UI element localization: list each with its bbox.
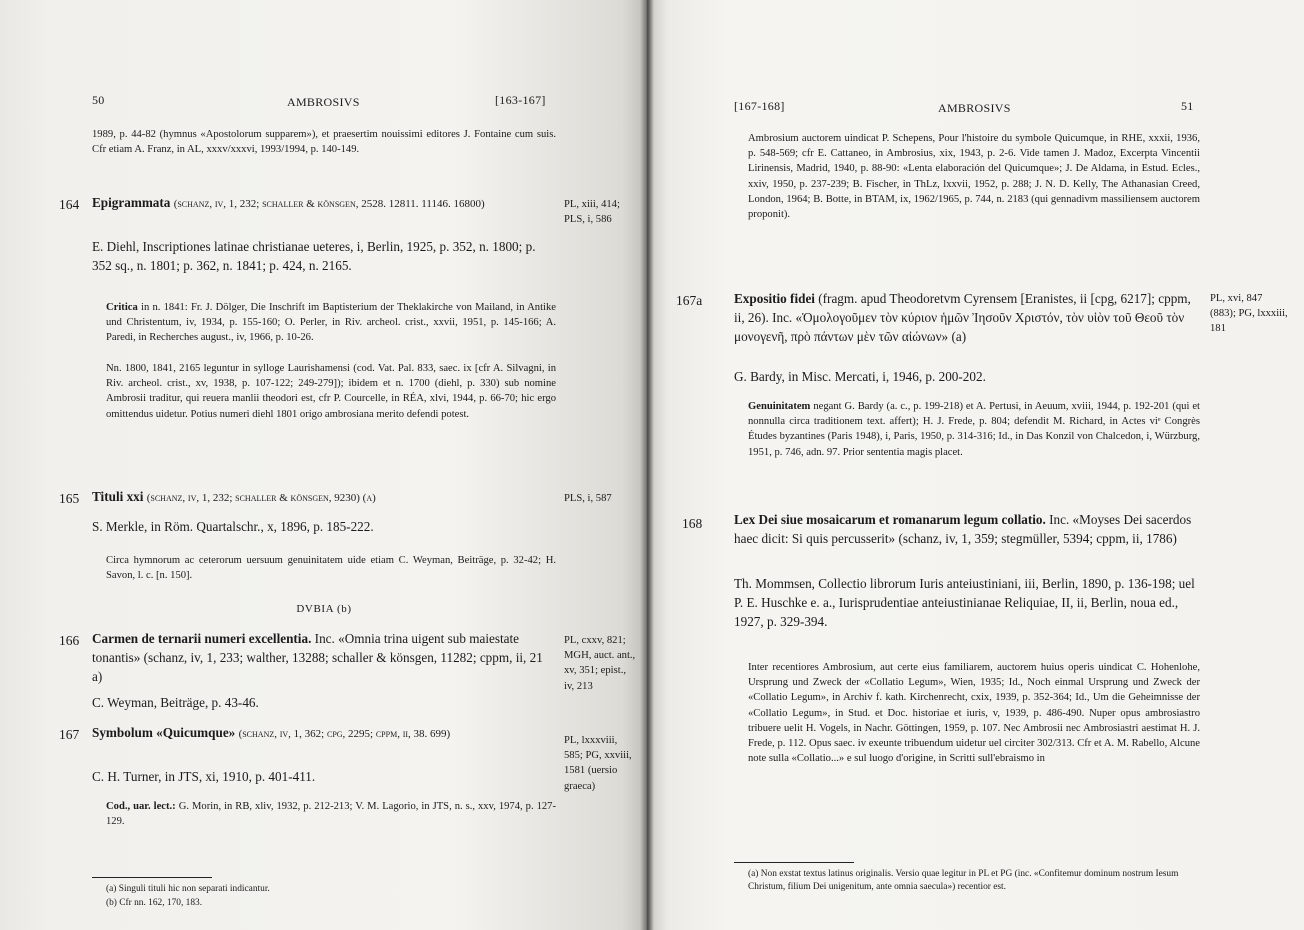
entry-note: Nn. 1800, 1841, 2165 leguntur in sylloge Laurishamensi (cod. Vat. Pal. 833, saec. ix [cfr A. Silvagni, in Riv. archeol. crist., xv, 1938, p. 107-122; 249-279]); ibidem et n. 1700 (diehl, p. 330) sub nomine Ambrosii traditur, qui reuera manlii theodori est, cfr P. Courcelle, in RÉA, xlvi, 1944, p. 66-70; hic ergo omittendus uidetur. Potius numeri diehl 1801 origo ambrosiana merito defendi potest. [106, 363, 556, 420]
entry-title: Epigrammata [92, 195, 171, 210]
entry-edition: E. Diehl, Inscriptiones latinae christianae ueteres, i, Berlin, 1925, p. 352, n. 1800; p. 352 sq., n. 1801; p. 362, n. 1841; p. 424, n. 2165. [92, 239, 536, 273]
entry-edition: G. Bardy, in Misc. Mercati, i, 1946, p. 200-202. [734, 369, 986, 384]
page-number: 50 [92, 93, 105, 107]
entry-title: Symbolum «Quicumque» [92, 725, 236, 740]
entry-heading [92, 487, 556, 508]
margin-note: PL, lxxxviii, 585; PG, xxviii, 1581 (uersio graeca) [564, 735, 632, 792]
entry-title: Tituli xxi [92, 489, 144, 504]
entry-refs: (schanz, iv, 1, 362; cpg, 2295; cppm, ii, 38. 699) [238, 728, 451, 740]
entry-refs: (schanz, iv, 1, 232; schaller & könsgen, 9230) (a) [146, 492, 376, 504]
entry-number: 166 [59, 633, 80, 648]
entry-edition: Th. Mommsen, Collectio librorum Iuris anteiustiniani, iii, Berlin, 1890, p. 136-198; uel P. E. Huschke e. a., Iurisprudentiae anteiustinianae Reliquiae, II, ii, Berlin, noua ed., 1927, p. 329-394. [734, 576, 1195, 629]
entry-note: Inter recentiores Ambrosium, aut certe eius familiarem, auctorem huius operis uindicat C. Hohenlohe, Ursprung und Zweck der «Collatio Legum», Wien, 1935; Id., Noch einmal Ursprung und Zweck der «Collatio Legum», in Archiv f. kath. Kirchenrecht, cxix, 1939, p. 352-364; Id., Um die Geheimnisse der «Collatio Legum», in Stud. et Doc. historiae et iuris, v, 1939, p. 486-490. Nuper opus ambrosiastro tribuere uelit H. Vogels, in Nachr. Göttingen, 1959, p. 107. Nec Ambrosii nec Ambrosiastri aestimat H. J. Frede, p. 112. Opus saec. iv exeunte tribuendum uidetur uel circiter 302/313. Cfr et A. M. Rabello, Alcune note sulla «Collatio...» e sul luogo d'origine, in Scritti sull'ebraismo in [748, 662, 1200, 765]
footnote-rule [734, 862, 854, 863]
entry-heading [734, 510, 1200, 548]
page-range: [167-168] [734, 99, 785, 113]
entry-edition: C. Weyman, Beiträge, p. 43-46. [92, 695, 259, 710]
genuinitatem-label: Genuinitatem [748, 401, 811, 412]
intro-paragraph: Ambrosium auctorem uindicat P. Schepens, Pour l'histoire du symbole Quicumque, in RHE, xxxii, 1936, p. 548-569; cfr E. Cattaneo, in Ambrosius, xix, 1943, p. 2-6. Vide tamen J. Madoz, Excerpta Vincentii Lirinensis, Madrid, 1940, p. 88-90: «Lenta elaboración del Quicumque»; J. De Aldama, in Estud. Ecles., xxiv, 1950, p. 237-239; B. Fischer, in ThLz, lxxvii, 1952, p. 288; J. N. D. Kelly, The Athanasian Creed, London, 1964; B. Botte, in BTAM, ix, 1962/1965, p. 744, n. 2183 (qui gennadivm massiliensem auctorem proponit). [748, 133, 1200, 221]
entry-edition: C. H. Turner, in JTS, xi, 1910, p. 401-411. [92, 769, 316, 784]
entry-title: Expositio fidei [734, 291, 815, 306]
right-page [648, 0, 1304, 930]
footnote-a: (a) Singuli tituli hic non separati indicantur. [106, 884, 270, 894]
footnote-a: (a) Non exstat textus latinus originalis. Versio quae legitur in PL et PG (inc. «Confitemur dominum nostrum Iesum Christum, filium Dei unigenitum, ante omnia saecula») recentior est. [748, 869, 1179, 892]
running-head: AMBROSIVS [938, 101, 1011, 115]
book-gutter [640, 0, 654, 930]
margin-note: PLS, i, 587 [564, 493, 612, 504]
genuinitatem-text: negant G. Bardy (a. c., p. 199-218) et A. Pertusi, in Aeuum, xviii, 1944, p. 192-201 (qui et nonnulla circa traditionem text. affert); H. J. Frede, p. 804; defendit M. Richard, in Actes viᵉ Congrès Études byzantines (Paris 1948), i, Paris, 1950, p. 314-316; Id., in Das Konzil von Chalcedon, i, Würzburg, 1951, p. 746, adn. 97. Prior sententia magis placet. [748, 401, 1200, 458]
left-page [0, 0, 648, 930]
page-range: [163-167] [495, 93, 546, 107]
entry-incipit: (fragm. apud Theodoretvm Cyrensem [Eranistes, ii [cpg, 6217]; cppm, ii, 26). Inc. «Ὁμολογοῦμεν τὸν κύριον ἡμῶν Ἰησοῦν Χριστόν, τὸν υἱὸν τοῦ Θεοῦ τὸν μονογενῆ, πρὸ πάντων μὲν τῶν αἰώνων» (a) [734, 291, 1191, 344]
entry-heading [92, 723, 556, 744]
section-heading: DVBIA (b) [296, 603, 352, 615]
footnote-rule [92, 877, 212, 878]
entry-number: 168 [682, 516, 703, 531]
cod-text: G. Morin, in RB, xliv, 1932, p. 212-213; V. M. Lagorio, in JTS, n. s., xxv, 1974, p. 127-129. [106, 801, 556, 828]
entry-number: 165 [59, 491, 80, 506]
entry-heading [734, 289, 1200, 346]
running-head: AMBROSIVS [287, 95, 360, 109]
margin-note: PL, xvi, 847 (883); PG, lxxxiii, 181 [1210, 293, 1288, 335]
entry-number: 164 [59, 197, 80, 212]
entry-refs: (schanz, iv, 1, 232; schaller & könsgen, 2528. 12811. 11146. 16800) [173, 198, 485, 210]
entry-title: Lex Dei siue mosaicarum et romanarum legum collatio. [734, 512, 1046, 527]
entry-number: 167a [676, 293, 703, 308]
critica-text: in n. 1841: Fr. J. Dölger, Die Inschrift im Baptisterium der Theklakirche von Mailand, in Antike und Christentum, iv, 1934, p. 155-160; O. Perler, in Riv. archeol. crist., xxvii, 1951, p. 145-166; A. Paredi, in Recherches august., iv, 1966, p. 10-26. [106, 302, 556, 344]
entry-note: Circa hymnorum ac ceterorum uersuum genuinitatem uide etiam C. Weyman, Beiträge, p. 32-42; H. Savon, l. c. [n. 150]. [106, 555, 556, 582]
entry-title: Carmen de ternarii numeri excellentia. [92, 631, 312, 646]
entry-incipit: Inc. «Moyses Dei sacerdos haec dicit: Si quis percusserit» (schanz, iv, 1, 359; stegmüller, 5394; cppm, ii, 1786) [734, 512, 1192, 546]
entry-heading [92, 193, 556, 214]
entry-incipit: Inc. «Omnia trina uigent sub maiestate tonantis» (schanz, iv, 1, 233; walther, 13288; schaller & könsgen, 11282; cppm, ii, 21 a) [92, 631, 543, 684]
cod-paragraph [106, 799, 556, 829]
margin-note: PL, xiii, 414; PLS, i, 586 [564, 199, 620, 226]
genuinitatem-paragraph [748, 399, 1200, 460]
margin-note: PL, cxxv, 821; MGH, auct. ant., xv, 351; epist., iv, 213 [564, 635, 636, 692]
intro-paragraph: 1989, p. 44-82 (hymnus «Apostolorum supparem»), et praesertim nouissimi editores J. Fontaine cum suis. Cfr etiam A. Franz, in AL, xxxv/xxxvi, 1993/1994, p. 140-149. [92, 129, 556, 156]
critica-paragraph [106, 300, 556, 346]
footnote-b: (b) Cfr nn. 162, 170, 183. [106, 898, 203, 908]
entry-heading [92, 629, 556, 686]
entry-number: 167 [59, 727, 80, 742]
page-number: 51 [1181, 99, 1194, 113]
cod-label: Cod., uar. lect.: [106, 801, 176, 812]
critica-label: Critica [106, 302, 138, 313]
entry-edition: S. Merkle, in Röm. Quartalschr., x, 1896, p. 185-222. [92, 519, 374, 534]
